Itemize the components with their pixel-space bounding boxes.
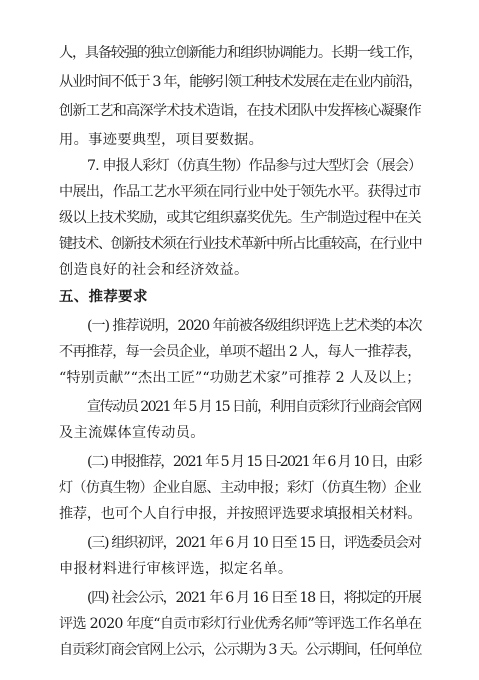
paragraph-line: 灯（仿真生物）企业自愿、主动申报；彩灯（仿真生物）企业	[59, 480, 421, 496]
paragraph-line: (四) 社会公示，2021 年 6 月 16 日至 18 日，将拟定的开展	[87, 590, 421, 606]
paragraph-line: 键技术、创新技术须在行业技术革新中所占比重较高，在行业中	[59, 236, 422, 252]
paragraph-line: “特别贡献”“杰出工匠”“功勋艺术家”可推荐 2 人及以上；	[59, 370, 421, 386]
paragraph-line: 从业时间不低于 3 年，能够引领工种技术发展在走在业内前沿，	[59, 74, 422, 90]
paragraph-line: (一) 推荐说明，2020 年前被各级组织评选上艺术类的本次	[87, 318, 422, 334]
paragraph-line: 级以上技术奖励，或其它组织嘉奖优先。生产制造过程中在关	[59, 210, 421, 226]
paragraph-line: 创新工艺和高深学术技术造诣，在技术团队中发挥核心凝聚作	[59, 103, 421, 119]
paragraph-line: 不再推荐，每一会员企业，单项不超出 2 人，每人一推荐表，	[59, 344, 421, 360]
paragraph-line: 人，具备较强的独立创新能力和组织协调能力。长期一线工作，	[59, 45, 422, 61]
paragraph-line: 用。事迹要典型，项目要数据。	[59, 132, 264, 148]
paragraph-line: 中展出，作品工艺水平须在同行业中处于领先水平。获得过市	[59, 184, 421, 200]
paragraph-line: (三) 组织初评，2021 年 6 月 10 日至 15 日，评选委员会对	[87, 535, 421, 551]
paragraph-line: 评选 2020 年度“自贡市彩灯行业优秀名师”等评选工作名单在	[59, 616, 422, 632]
paragraph-line: 及主流媒体宣传动员。	[59, 425, 205, 441]
paragraph-line: 申报材料进行审核评选，拟定名单。	[59, 561, 293, 577]
paragraph-line: (二) 申报推荐，2021 年 5 月 15 日-2021 年 6 月 10 日，由彩	[87, 454, 421, 470]
section-heading: 五、推荐要求	[59, 289, 148, 305]
paragraph-line: 创造良好的社会和经济效益。	[59, 262, 249, 278]
paragraph-line: 7. 申报人彩灯（仿真生物）作品参与过大型灯会（展会）	[87, 158, 422, 174]
paragraph-line: 自贡彩灯商会官网上公示，公示期为 3 天。公示期间，任何单位	[59, 642, 422, 658]
paragraph-line: 宣传动员 2021 年 5 月 15 日前，利用自贡彩灯行业商会官网	[87, 399, 421, 415]
paragraph-line: 推荐，也可个人自行申报，并按照评选要求填报相关材料。	[59, 506, 422, 522]
